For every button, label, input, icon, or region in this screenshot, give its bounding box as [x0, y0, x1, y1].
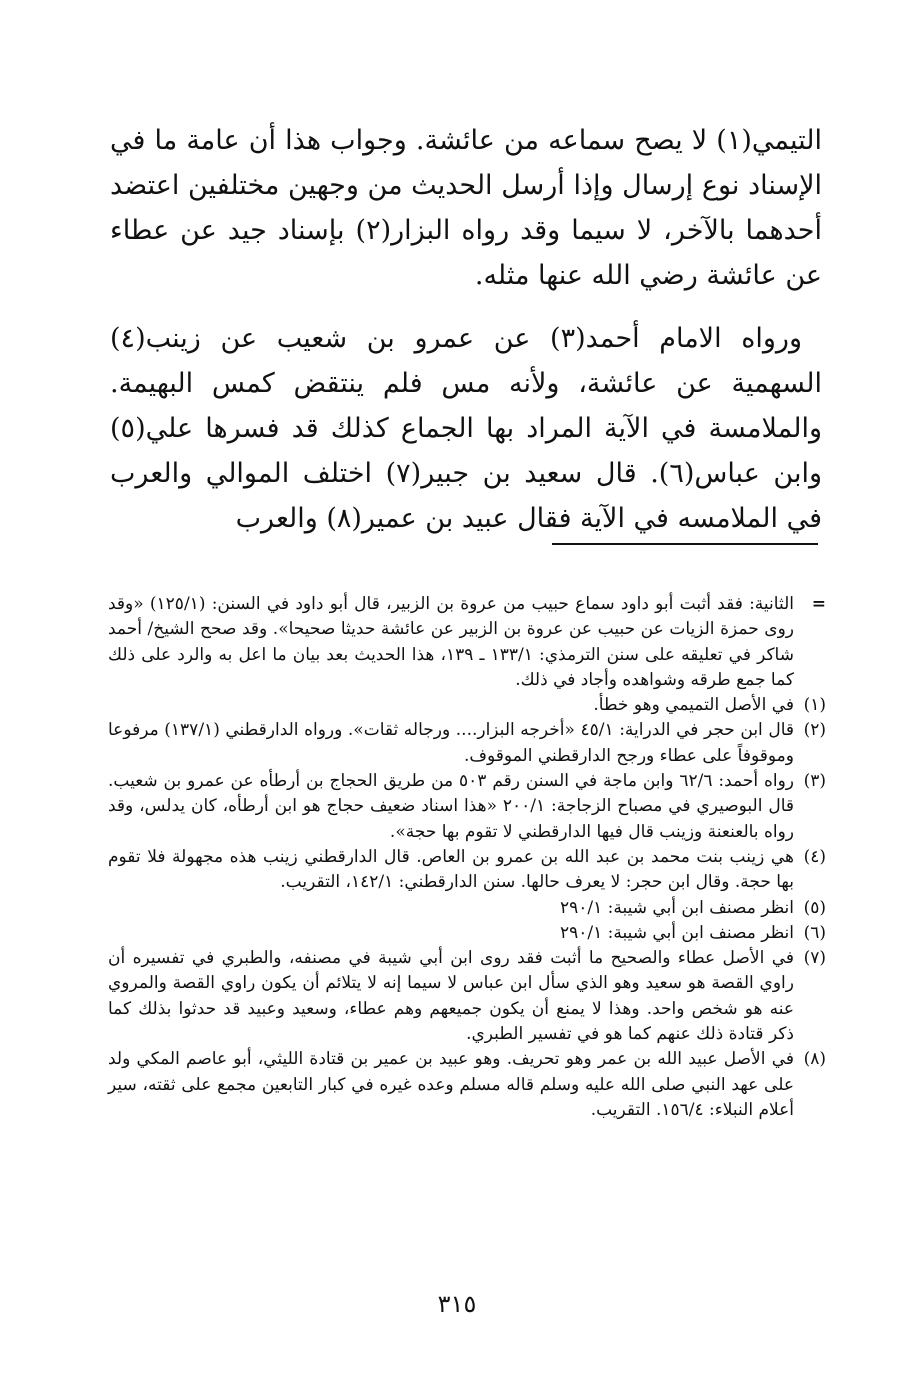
footnote-text: في الأصل عبيد الله بن عمر وهو تحريف. وهو عبيد بن عمير بن قتادة الليثي، أبو عاصم المكي ولد على عهد النبي صلى الله عليه وسلم قاله مسلم وعده غيره في كبار التابعين مجمع على ثقته، سير أعلام النبلاء: ١٥٦/٤. التقريب.	[108, 1049, 794, 1120]
footnote-mark: =	[811, 594, 826, 614]
main-paragraph-1: التيمي(١) لا يصح سماعه من عائشة. وجواب هذا أن عامة ما في الإسناد نوع إرسال وإذا أرسل الحديث من وجهين مختلفين اعتضد أحدهما بالآخر، لا سيما وقد رواه البزار(٢) بإسناد جيد عن عطاء عن عائشة رضي الله عنها مثله.	[110, 125, 823, 291]
footnote-text: رواه أحمد: ٦٢/٦ وابن ماجة في السنن رقم ٥٠٣ من طريق الحجاج بن أرطأه عن عمرو بن شعيب. قال البوصيري في مصباح الزجاجة: ٢٠٠/١ «هذا اسناد ضعيف حجاج هو ابن أرطأه، كان يدلس، وقد رواه بالعنعنة وزينب قال فيها الدارقطني لا تقوم بها حجة».	[108, 771, 794, 842]
main-text	[110, 118, 822, 541]
footnote-text: في الأصل التميمي وهو خطأ.	[593, 695, 794, 716]
footnotes	[108, 592, 826, 1123]
footnote-2	[108, 718, 826, 769]
footnote-1	[108, 693, 826, 718]
footnote-text: انظر مصنف ابن أبي شيبة: ٢٩٠/١	[559, 922, 794, 943]
footnote-mark: (٦)	[803, 922, 826, 943]
footnote-3	[108, 769, 826, 845]
footnote-5	[108, 896, 826, 921]
footnote-6	[108, 921, 826, 946]
footnote-separator	[552, 543, 818, 545]
footnote-mark: (٣)	[803, 771, 826, 792]
footnote-mark: (١)	[803, 695, 826, 716]
footnote-text: هي زينب بنت محمد بن عبد الله بن عمرو بن العاص. قال الدارقطني زينب هذه مجهولة فلا تقوم بها حجة. وقال ابن حجر: لا يعرف حالها. سنن الدارقطني: ١٤٢/١، التقريب.	[108, 846, 794, 893]
page-number: ٣١٥	[437, 1290, 477, 1318]
footnote-8	[108, 1047, 826, 1123]
footnote-mark: (٥)	[803, 897, 826, 918]
footnote-4	[108, 845, 826, 896]
footnote-text: انظر مصنف ابن أبي شيبة: ٢٩٠/١	[559, 897, 794, 918]
footnote-mark: (٤)	[803, 846, 826, 867]
footnote-mark: (٢)	[803, 720, 826, 741]
main-paragraph-2: ورواه الامام أحمد(٣) عن عمرو بن شعيب عن زينب(٤) السهمية عن عائشة، ولأنه مس فلم ينتقض كمس البهيمة. والملامسة في الآية المراد بها الجماع كذلك قد فسرها علي(٥) وابن عباس(٦). قال سعيد بن جبير(٧) اختلف الموالي والعرب في الملامسه في الآية فقال عبيد بن عمير(٨) والعرب	[110, 323, 822, 534]
footnote-continuation	[108, 592, 826, 693]
footnote-mark: (٨)	[803, 1049, 826, 1070]
footnote-text: في الأصل عطاء والصحيح ما أثبت فقد روى ابن أبي شيبة في مصنفه، والطبري في تفسيره أن راوي القصة هو سعيد وهو الذي سأل ابن عباس لا سيما إنه لا يتلائم أن يكون راوي القصة والمروي عنه هو شخص واحد. وهذا لا يمنع أن يكون جميعهم وهم عطاء، وسعيد وعبيد قد حدثوا بذلك كما ذكر قتادة ذلك عنهم كما هو في تفسير الطبري.	[108, 948, 794, 1045]
footnote-text: الثانية: فقد أثبت أبو داود سماع حبيب من عروة بن الزبير، قال أبو داود في السنن: (١٢٥/١) «وقد روى حمزة الزيات عن حبيب عن عروة بن الزبير عن عائشة حديثا صحيحا». وقد صحح الشيخ/ أحمد شاكر في تعليقه على سنن الترمذي: ١٣٣/١ ـ ١٣٩، هذا الحديث بعد بيان ما اعل به والرد على ذلك كما جمع طرقه وشواهده وأجاد في ذلك.	[108, 594, 794, 690]
footnote-7	[108, 946, 826, 1047]
footnote-text: قال ابن حجر في الدراية: ٤٥/١ «أخرجه البزار.... ورجاله ثقات». ورواه الدارقطني (١٣٧/١) مرفوعا وموقوفاً على عطاء ورجح الدارقطني الموقوف.	[108, 720, 794, 766]
footnote-mark: (٧)	[803, 948, 826, 969]
